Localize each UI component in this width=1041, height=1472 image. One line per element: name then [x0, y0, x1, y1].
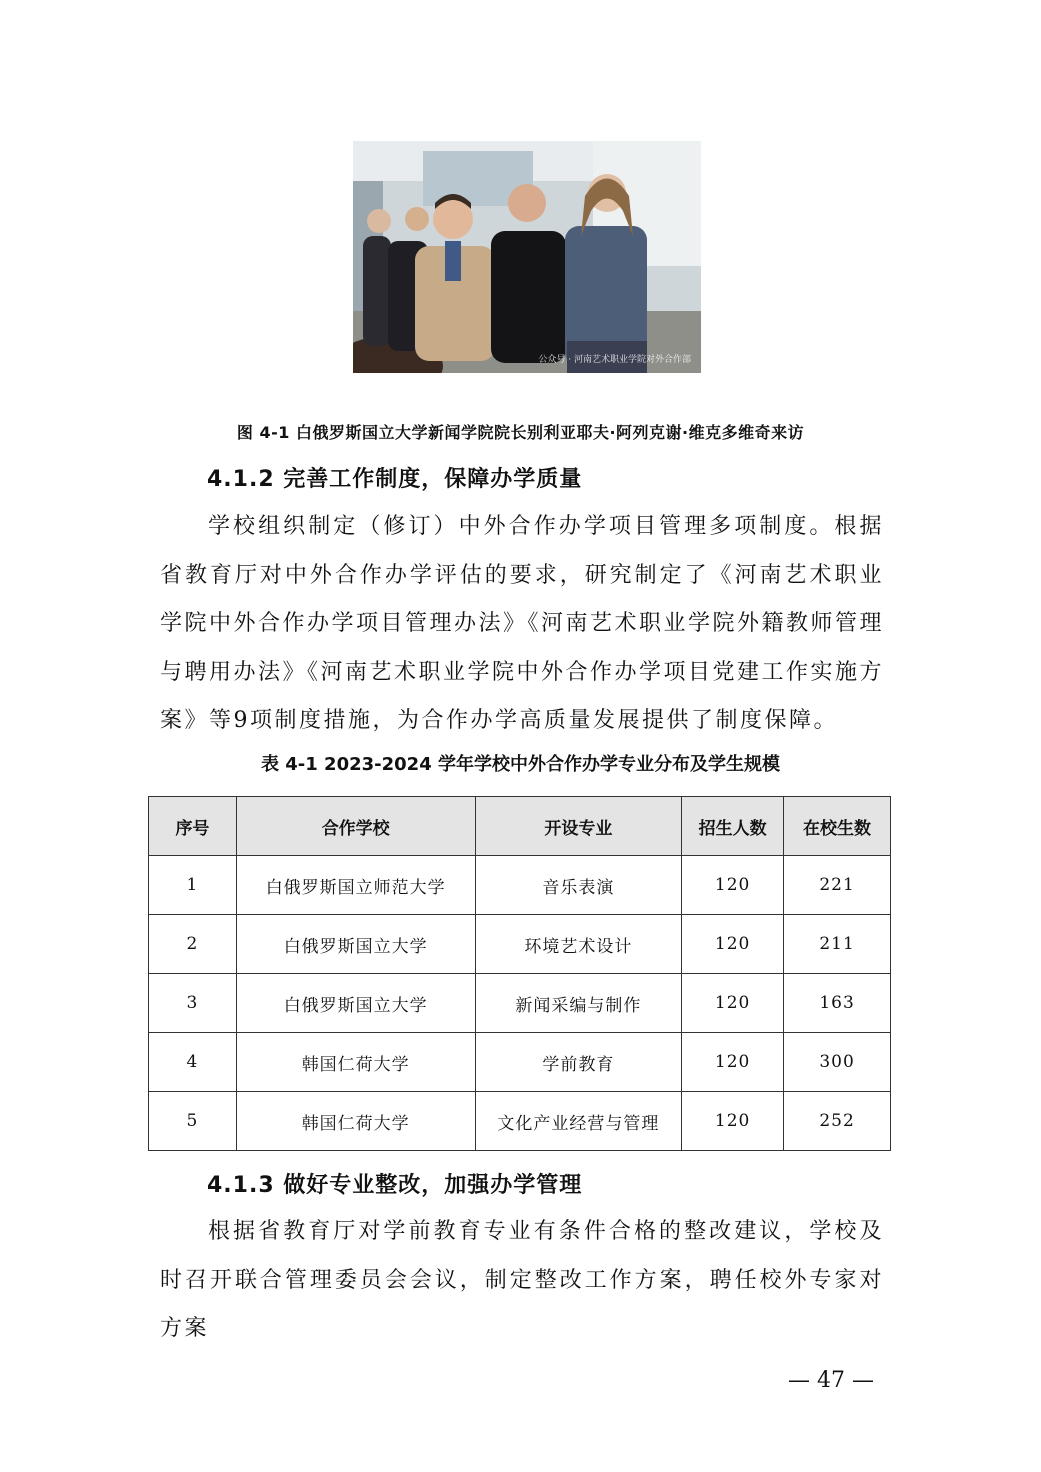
cell-enrollment: 120: [682, 856, 784, 915]
table-row: [149, 1033, 891, 1092]
cell-major: 环境艺术设计: [475, 915, 682, 974]
cell-students: 163: [784, 974, 891, 1033]
table-row: [149, 915, 891, 974]
cell-major: 新闻采编与制作: [475, 974, 682, 1033]
cell-enrollment: 120: [682, 915, 784, 974]
paragraph-413: 根据省教育厅对学前教育专业有条件合格的整改建议，学校及时召开联合管理委员会会议，制定整改工作方案，聘任校外专家对方案: [160, 1219, 884, 1341]
cell-enrollment: 120: [682, 1092, 784, 1151]
table-title: 表 4-1 2023-2024 学年学校中外合作办学专业分布及学生规模: [261, 754, 780, 775]
cell-students: 221: [784, 856, 891, 915]
section-body-412: [160, 503, 884, 746]
page-number: — 47 —: [788, 1368, 874, 1393]
photo-illustration: [353, 141, 701, 373]
cell-index: 4: [149, 1033, 237, 1092]
section-heading-412: 4.1.2 完善工作制度，保障办学质量: [207, 467, 583, 492]
cell-students: 300: [784, 1033, 891, 1092]
cell-index: 2: [149, 915, 237, 974]
paragraph-412: 学校组织制定（修订）中外合作办学项目管理多项制度。根据省教育厅对中外合作办学评估的要求，研究制定了《河南艺术职业学院中外合作办学项目管理办法》《河南艺术职业学院外籍教师管理与聘用办法》《河南艺术职业学院中外合作办学项目党建工作实施方案》等9项制度措施，为合作办学高质量发展提供了制度保障。: [160, 514, 885, 733]
cell-students: 252: [784, 1092, 891, 1151]
cell-enrollment: 120: [682, 974, 784, 1033]
header-major: 开设专业: [475, 797, 682, 856]
cell-major: 文化产业经营与管理: [475, 1092, 682, 1151]
header-partner-school: 合作学校: [236, 797, 475, 856]
cell-school: 韩国仁荷大学: [236, 1092, 475, 1151]
cell-school: 白俄罗斯国立师范大学: [236, 856, 475, 915]
cell-school: 白俄罗斯国立大学: [236, 915, 475, 974]
header-enrollment: 招生人数: [682, 797, 784, 856]
cell-enrollment: 120: [682, 1033, 784, 1092]
table-header-row: [149, 797, 891, 856]
table-row: [149, 856, 891, 915]
cell-index: 1: [149, 856, 237, 915]
cell-school: 白俄罗斯国立大学: [236, 974, 475, 1033]
cell-students: 211: [784, 915, 891, 974]
cell-school: 韩国仁荷大学: [236, 1033, 475, 1092]
figure-caption: 图 4-1 白俄罗斯国立大学新闻学院院长别利亚耶夫·阿列克谢·维克多维奇来访: [236, 423, 805, 442]
enrollment-table: [148, 796, 891, 1151]
cell-index: 3: [149, 974, 237, 1033]
section-body-413: [160, 1208, 884, 1354]
section-heading-413: 4.1.3 做好专业整改，加强办学管理: [207, 1173, 583, 1198]
table-row: [149, 1092, 891, 1151]
visit-photo: [353, 141, 701, 373]
header-index: 序号: [149, 797, 237, 856]
table-row: [149, 974, 891, 1033]
photo-watermark: 公众号 · 河南艺术职业学院对外合作部: [538, 355, 691, 365]
cell-major: 学前教育: [475, 1033, 682, 1092]
header-current-students: 在校生数: [784, 797, 891, 856]
cell-index: 5: [149, 1092, 237, 1151]
cell-major: 音乐表演: [475, 856, 682, 915]
